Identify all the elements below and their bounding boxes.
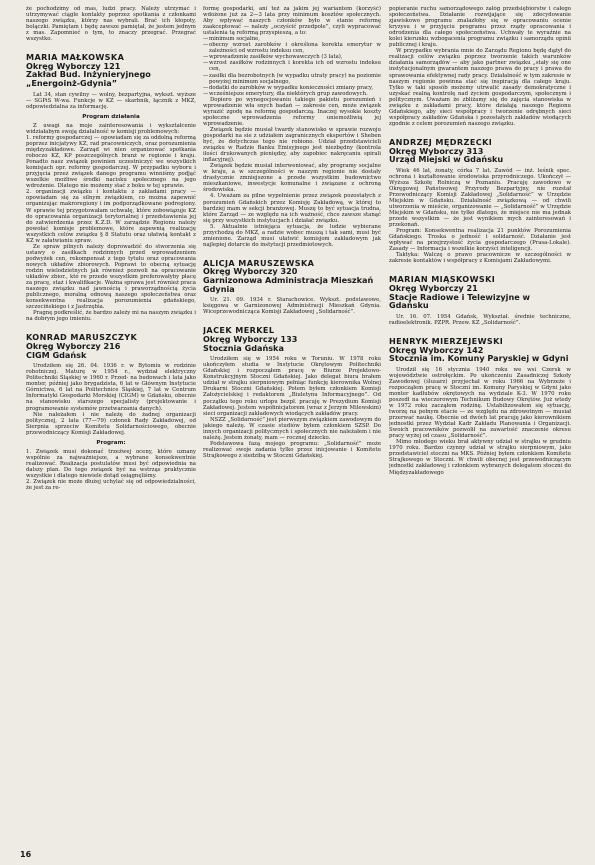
body-paragraph: Związek będzie musiał interweniować, aby programy socjalne w kraju, a w szczególności w naszym regionie nie dostały drastycznie zmniejszone a przede wszystkim budownictwo mieszkaniowe, inwestycje komunalne i związane z ochroną środowiska.	[203, 163, 381, 194]
program-bullet: — wcześniejsze emerytury, dla niektórych grup zawodowych.	[203, 91, 381, 97]
candidate-workplace: Zakład Bud. Inżynieryjnego „Energoinż-Gdynia”	[26, 69, 151, 89]
program-item: 2. Związek nie może dłużej uchylać się od odpowiedzialności, że jest za re-	[26, 479, 196, 491]
candidate-heading-malkowska	[26, 53, 196, 87]
program-title: Program działania	[82, 113, 140, 120]
page-number: 16	[20, 850, 32, 859]
candidate-workplace: Stocznia Gdańska	[203, 342, 284, 353]
candidate-heading-maruszewska	[203, 259, 381, 293]
candidate-bio: Podstawowa fazą mojego programu: „Solidarność” może realizować swoje zadania tylko przez inicjowanie i Komitetu Strajkowego z siedzibą w Stoczni Gdańskiej.	[203, 440, 381, 459]
program-bullet: — wzrost zasiłków rodzinnych i korekta ich od wzrostu indeksu cen,	[203, 60, 381, 72]
program-bullet: — dodatki do zarobków w wypadku konieczności zmiany pracy,	[203, 85, 381, 91]
candidate-bio: Urodziłem się 26. 04. 1936 r. w Bytomiu w rodzinie robotniczej. Maturę w 1954 r., wydział elektryczny Politechniki Śląskiej w 1960 r. Przed- na budowach i lata jako monter, później jako brygadzista, 6 lat w Głównym Instytucie Górnictwa, 6 lat na Politechnice Śląskiej, 7 lat w Centrum Informatyki Gospodarki Morskiej (CIGM) w Gdańsku, obecnie na stanowisku starszego specjalisty (projektowanie i programowanie systemów przetwarzania danych).	[26, 363, 196, 412]
candidate-workplace: Garnizonowa Administracja Mieszkań Gdynia	[203, 275, 374, 294]
column-3	[389, 6, 571, 843]
candidate-workplace: CIGM Gdańsk	[26, 349, 87, 360]
candidate-heading-mierzejewski	[389, 337, 571, 363]
candidate-bio: NSZZ „Solidarność” jest pierwszym związkiem zawodowym do jakiego należę. W czasie studiów byłem członkiem SZSP. Do innych organizacji politycznych i społecznych nie należałem i nie należę. Jestem żonaty, mam — rocznej dziecko.	[203, 416, 381, 441]
candidate-district: Okręg Wyborczy 121	[26, 60, 121, 71]
col2-intro-text: formę gospodarki, ani też za jakim jej wariantem (korzyść) wdożone już za 2—3 lata przy minimum kosztów społecznych. Aby wpływać naszych członków było w stanie reformę zaakceptować — należy „oczyścić przedpole”, czyli wypracować ustalenia tą reformą przyspieszą, a to:	[203, 6, 381, 37]
program-intro: Z uwagi na moje zainteresowania i wykształcenie widziałabym swoją działalność w komisji problemowych:	[26, 122, 196, 135]
candidate-name: KONRAD MARUSZCZYK	[26, 332, 138, 343]
program-bullet: — minimum socjalne,	[203, 36, 381, 42]
candidate-workplace: Stacje Radiowe i Telewizyjne w Gdańsku	[389, 291, 530, 311]
program-item: Ze spraw pilnych należy doprowadzić do stworzenia się ustawy o zasiłkach rodzinnych przed wprowadzeniem podwyżek cen, rekompensat z tego tytułu oraz opracowania nowych układów zbiorowych. Poprawi to obecną sytuację rodzin wielodzietnych jak również pozwoli na opracowanie układów zbior., któ re przede wszystkim preferowałyby płacę za pracę, staż i kwalifikacje. Ważna sprawa jest również praca naszego związku nad jawnością i praworządnością życia publicznego, moralną odnową naszego społeczeństwa oraz konsekwentna realizacja porozumienia gdańskiego, szczecińskiego i z Jastrzębia.	[26, 243, 196, 311]
candidate-bio: Program: Konsekwentna realizacja 21 punktów Porozumienia Gdańskiego. Troska o jedność i solidarność. Działanie jest wpływać na przejrzystość życia gospodarczego (Prasa-Lokale). Zasady — Informacja i wszelkie korzyści inteligencji.	[389, 228, 571, 253]
candidate-heading-medrzecki	[389, 138, 571, 164]
candidate-district: Okręg Wyborczy 21	[389, 283, 478, 294]
candidate-district: Okręg Wyborczy 320	[203, 266, 298, 277]
candidate-name: MARIAN MIĄSKOWSKI	[389, 274, 496, 285]
candidate-district: Okręg Wyborczy 133	[203, 333, 298, 344]
program-bullet: — wprowadzenie zasiłków wychowawczych (3 lata),	[203, 54, 381, 60]
candidate-name: ALICJA MARUSZEWSKA	[203, 257, 315, 268]
body-paragraph: 5. Aktualnie istniejąca sytuacja, że ludzie wybierane przychodzą do MKZ, a radzie wobec muszą i tak sami, musi być zmienione. Zarząd musi ułatwić komisjom zakładowym jak najlepiej dotarcie do instytucji przedmiotowych.	[203, 223, 381, 248]
column-2	[203, 6, 381, 843]
column-1	[26, 6, 196, 843]
candidate-heading-maruszczyk	[26, 333, 196, 359]
candidate-district: Okręg Wyborczy 216	[26, 340, 121, 351]
candidate-heading-merkel	[203, 326, 381, 352]
candidate-bio: Wiek 46 lat, żonaty, córka 7 lat. Zawód — inż. leśnik spec. ochrona i kształtowanie środowiska przyrodniczego. Ukończył — Wyższa Szkołę Rolniczą w Poznaniu. Pracuję zawodowo w Okręgowej Państwowej Przyrody Bezpartyjny, nie rozstał Przewodniczący Komisji Zakładowej „Solidarność” w Urzędzie Miejskim w Gdańsku. Działalność związkową — od chwili utworzenia w mieście, organizowanie — „Solidarność” w Urzędzie Miejskim w Gdańsku, nie tylko dlatego, że miejsce nie ma jednak przede wszystkim — że jest wynikiem mych zainteresowań i przekonań.	[389, 167, 571, 229]
candidate-name: MARIA MAŁKOWSKA	[26, 52, 125, 63]
body-paragraph: Dopiero po wynegocjowaniu takiego pakietu porozumień i wprowadzenie wła snych badań — zakresie cen, może związek wyrazić zgodę na reformę gospodarczą. Inaczej wysokie koszty społeczne wprowadzenia reformy uniemożliwią jej wprowadzenie.	[203, 96, 381, 127]
col3-intro-text: popieranie ruchu samorządowego załóg przedsiębiorstw i całego społeczeństwa. Działanie rozwijające się zdecydowanie zjawiskowo programu znalazłoby się w opracowaniu ocenie kryzysu i w przyjęciu programu przez rządy opracowania i odrodzenia dla całego społeczeństwa. Uchwały te wyraźnie na kolei kierunku wzbogacenia programu związku i samorządu opinii publicznej i kraju.	[389, 6, 571, 49]
body-paragraph: Związek będzie musiał twardy stanowisko w sprawie rozwoju gospodarki na sie z udziałem zagranicznych ekspertów i Sheben być, że dotychczas tego nie robiono. Udział przedstawicieli związku w Radzie Banku Emisyjnego jest niezbędny (kontrola ilości drukowanych pieniędzy, aby zapobiec nakręcaniu spirali inflacyjnej).	[203, 126, 381, 164]
candidate-name: ANDRZEJ MĘDRZECKI	[389, 136, 493, 147]
candidate-name: JACEK MERKEL	[203, 325, 275, 336]
candidate-bio: Urodziłem się w 1954 roku w Toruniu. W 1978 roku ukończyłem studia w Instytucie Okrętowym Politechniki Gdańskiej i rozpocząłem pracę w Biurze Projektowo-Konstrukcyjnym Stoczni Gdańskiej. Jako delegat biura brałem udział w strajku sierpniowym pełniąc funkcję kierownika Wolnej Drukarni Stoczni Gdańskiej. Potem byłem członkiem Komisji Założycielskiej i redaktorem „Biuletynu Informacyjnego”. Od początku tego roku urlopu bezpł. pracuję w Prezydium Komisji Zakładowej. Jestem współinicjatorem (wraz z Jerzym Milewskim) sieci organizacji zakładowych wiodących zakładów pracy.	[203, 356, 381, 417]
body-paragraph: 4. Uważam za pilne wypełnienie przez związek pozostałych z porozumień Gdańskich przez Komisję Zakładową, w której to bardziej mam w sekcji branżowej. Muszę to być sytuacja trudna, które Zarząd — ze względu na ich ważność, chce zawsze stanąć się przy wszystkich instytucjach i działać związku.	[203, 193, 381, 224]
col1-intro-text: że pochodzimy od mas, ludzi pracy. Należy utrzymać i utrzymywać ciągle kontakty poprzez spotkania z członkami naszego związku, którzy nas wybrali. Brać ich kłopoty, bolączki. Pamiętam i będę zawsze pamiętał, że jestem jednym z mas. Zapomnieć o tym, to znaczy przegrać. Przegrać wszystko.	[26, 6, 196, 43]
program-bullet: — obecny wzrost zarobków i określona korekta emerytur w zależności od wzrostu indeksu cen,	[203, 42, 381, 54]
candidate-bio: Ur. 21. 09. 1934 r. Starachowice. Wykszt. podstawowe, księgowa w Garnizonowej Administracji Mieszkań Gdynia. Wiceprzewodnicząca Komisji Zakładowej „Solidarność”.	[203, 297, 381, 316]
program-item: 2. organizacji związku i kontaktu z zakładami pracy — opowiadam się za silnym związkiem, co można zapewnić organizując makroregiony i im podporządkowane podregiony. W sprawie tej przygotowałam uchwałę, które zobowiązuje KZ do opracowania organizacji terytorialnej i przedstawienia jej do zatwierdzenia przez K.Z.D. W zarządzie Regionu należy powołać komisje problemowe, które zapewnią realizację wszystkich celów związku § 8 Statutu oraz ułatwią kontakt z KZ w załatwianiu spraw.	[26, 189, 196, 243]
candidate-bio: Taktyka: Walczę o prawo pracownicze w szczególności w zakresie kontaktów i współpracy z Komisjami Zakładowymi.	[389, 252, 571, 265]
candidate-bio: Ur. 16. 07. 1954 Gdańsk, Wykształ. średnie techniczne, radioelektronik. PZPR. Przew. KZ „Solidarność”.	[389, 313, 571, 326]
candidate-name: HENRYK MIERZEJEWSKI	[389, 335, 504, 346]
candidate-district: Okręg Wyborczy 142	[389, 344, 484, 355]
program-item: 1. reformy gospodarczej — opowiadam się za oddolną reformą poprzez inicjatywy KZ, rad pracowniczych, oraz porozumienia międzyzakładowe. Zarząd wi nien organizować spotkania roboczo KZ, KP poszczególnych branż w regionie i kraju. Ponadto nasz związek powinien uczestniczyć we wszystkich komisjach opr. reformy gospodarczej. W przypadku wyboru i przyjęcia przez związek danego programu winniśmy podjąć wszelkie możliwe środki nacisku społecznego na jego wdrożenie. Dlatego nie możemy stać z boku w tej sprawie.	[26, 135, 196, 189]
candidate-bio: Mimo młodego wieku brał aktywny udział w strajku w grudniu 1970 roku. Bardzo czynny udział w strajku sierpniowym, jako przedstawiciel stoczni na MKS. Później byłem członkiem Komitetu Strajkowego w Stoczni. W chwili obecnej jest przewodniczącym jednostki zakładowej i członkiem wybranych delegatem stoczni do Międzyzakładowego	[389, 439, 571, 476]
candidate-bio: Urodził się 16 stycznia 1940 roku we wsi Czersk w województwie ostrołęckim. Po ukończeniu Zasadniczej Szkoły Zawodowej (ślusarz) przyjechał w roku 1966 na Wybrzeże i rozpocząłem pracę w Stoczni im. Komuny Paryskiej w Gdyni jako monter kadłubów okrętowych na wydziale K-3. W 1970 roku poszedł na wieczorowym Technikum Budowy Okrętów. Już wtedy w 1972 roku zacząłem rodzinę. Ustabilizowałem się sytuację, tworzę na pełnym etacie — ze względu na zdrowotnym — musiał przerwać naukę. Obecnie od dwóch lat pracuję jako kierownikiem jednostki przez Wydział Kadr Zakładu Planowania i Organizacji. Swoich pracowników pozwolił na zawartość znaczenie okresu pracy wyżej od czasu „Solidarność”.	[389, 366, 571, 440]
program-bullet: — zasiłki dla bezrobotnych (w wypadku utraty pracy) na poziomie powyżej minimum socjalnego,	[203, 73, 381, 85]
candidate-bio-2: Nie należałem i nie należę do żadnej organizacji politycznej, 2 lata (77—79) członek Rady Zakładowej, od Sierpnia sprzeciw Komitetu Solidarnościowego, obecnie przewodniczący Komisji Zakładowej.	[26, 411, 196, 436]
col3-intro-text: W przypadku wybrania mnie do Zarządu Regionu będę dążył do realizacji celów związku poprzez tworzenie takich warunków działania samorządów — aby jako partner związku „stały się one instytucjonalnym gwarantem naszego prawa do pracy i prawa do sprawowania efektywnej rady pracy. Działalność w tym zakresie w naszym regionie powinna stać się inspiracją dla całego kraju. Tylko w taki sposób możemy utrwalić zasady demokratyczne i uzyskać realną kontrolę nad życiem gospodarczym, społecznym i politycznym. Uważam że zbliżamy się do zajęcia stanowiska w związku z zakładami pracy, które działają naszego Regionu Gdańskiego, aby sieci współpracy i tworzenie odrębnych sieci współpracy zakładów Gdańska i pozostałych zakładów wiodących zgodnie z celem porozumień naszego związku.	[389, 48, 571, 127]
program-title: Program:	[96, 439, 126, 446]
candidate-heading-miaskowski	[389, 275, 571, 309]
candidate-workplace: Stocznia im. Komuny Paryskiej w Gdyni	[389, 353, 569, 364]
program-item: Pragnę podkreślić, że bardzo zależy mi na naszym związku i na dobrym jego imieniu.	[26, 310, 196, 323]
program-item: 1. Związek musi dokonać trzeźwej oceny, które uznany wspólnie za najważniejsze, a wybrane konsekwentnie realizować. Realizacja postulatów musi być odpowiednia na dalszy plan. Do tego związek być na wstrząs praktycznie wszystkie i dlatego niewiele dotąd osiągnęliśmy.	[26, 449, 196, 479]
candidate-workplace: Urząd Miejski w Gdańsku	[389, 154, 504, 165]
candidate-bio: Lat 34, stan cywilny — wolny, bezpartyjna, wykszt. wyższe — SGPiS W-wa. Funkcje w KZ — skarbnik, łącznik z MKZ, odpowiedzialna za informację.	[26, 91, 196, 110]
candidate-district: Okręg Wyborczy 313	[389, 145, 484, 156]
